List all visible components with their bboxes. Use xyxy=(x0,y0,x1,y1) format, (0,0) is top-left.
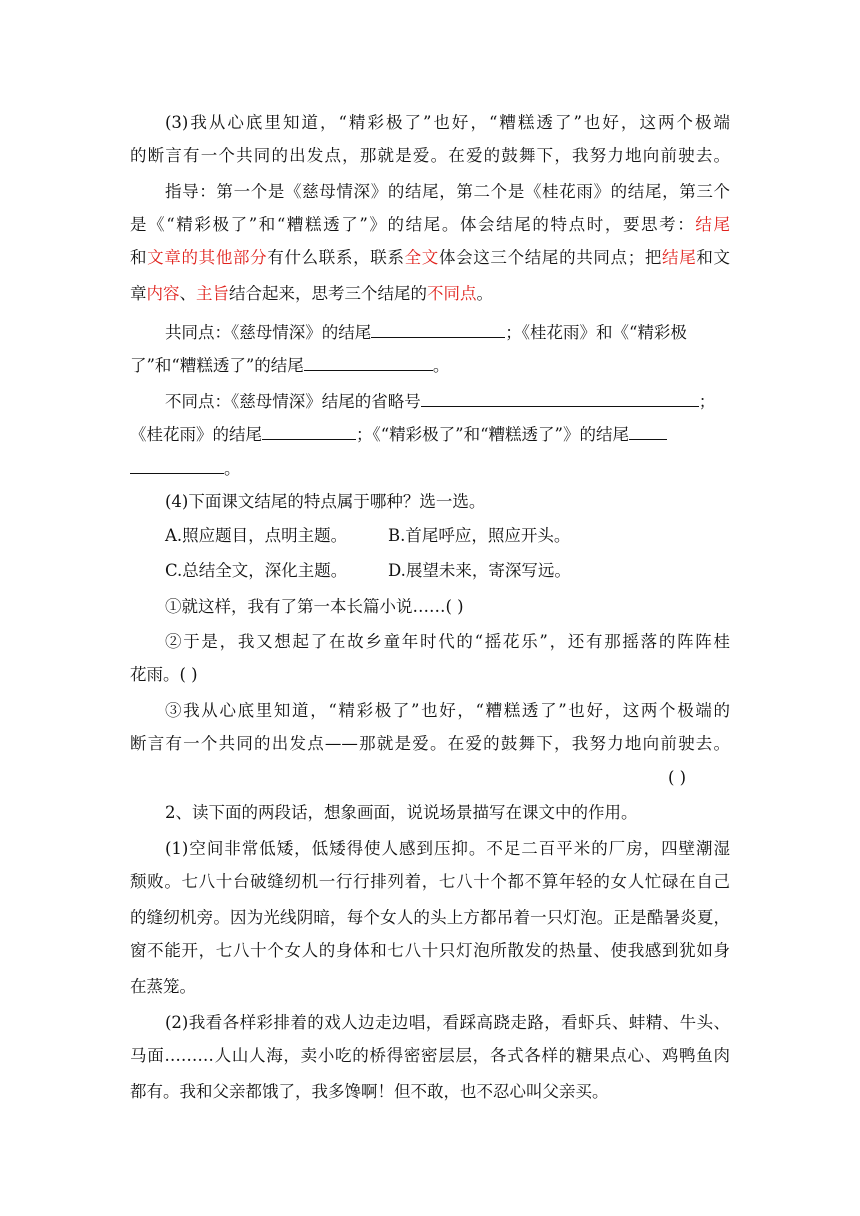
item1: ①就这样，我有了第一本长篇小说……( ) xyxy=(165,597,464,616)
q2-p2-line1: (2)我看各样彩排着的戏人边走边唱，看踩高跷走路，看虾兵、蚌精、牛头、 xyxy=(165,1013,730,1032)
q2-p1-line4: 窗不能开，七八十个女人的身体和七八十只灯泡所散发的热量、使我感到犹如身 xyxy=(130,941,730,960)
item3-line1: ③我从心底里知道，“精彩极了”也好，“糟糕透了”也好，这两个极端的 xyxy=(165,701,730,720)
answer-blank[interactable] xyxy=(629,421,667,440)
q2-title: 2、读下面的两段话，想象画面，说说场景描写在课文中的作用。 xyxy=(165,803,638,822)
guide-line4: 章内容、主旨结合起来，思考三个结尾的不同点。 xyxy=(130,284,493,303)
q2-p2-line2: 马面………人山人海，卖小吃的桥得密密层层，各式各样的糖果点心、鸡鸭鱼肉 xyxy=(130,1046,730,1065)
answer-blank[interactable] xyxy=(304,352,433,371)
para3-line1: (3)我从心底里知道，“精彩极了”也好，“糟糕透了”也好，这两个极端 xyxy=(165,113,730,132)
item2-line1: ②于是，我又想起了在故乡童年时代的“摇花乐”，还有那摇落的阵阵桂 xyxy=(165,632,730,651)
item2-line2: 花雨。( ) xyxy=(130,665,198,684)
q4-title: (4)下面课文结尾的特点属于哪种？选一选。 xyxy=(165,492,486,511)
common-line1: 共同点：《慈母情深》的结尾 ；《桂花雨》和《“精彩极 xyxy=(165,319,730,344)
item3-line2: 断言有一个共同的出发点——那就是爱。在爱的鼓舞下，我努力地向前驶去。 xyxy=(130,734,730,753)
q2-p1-line5: 在蒸笼。 xyxy=(130,977,196,996)
option-b: B.首尾呼应，照应开头。 xyxy=(388,526,571,545)
q2-p1-line2: 颓败。七八十台破缝纫机一行行排列着，七八十个都不算年轻的女人忙碌在自己 xyxy=(130,872,730,891)
option-c: C.总结全文，深化主题。 xyxy=(165,561,348,580)
answer-blank[interactable] xyxy=(262,421,356,440)
answer-blank[interactable] xyxy=(130,455,224,474)
q2-p1-line1: (1)空间非常低矮，低矮得使人感到压抑。不足二百平米的厂房，四壁潮湿 xyxy=(165,839,730,858)
diff-line2: 《桂花雨》的结尾 ；《“精彩极了”和“糟糕透了”》的结尾 xyxy=(130,421,730,446)
para3-line2: 的断言有一个共同的出发点，那就是爱。在爱的鼓舞下，我努力地向前驶去。 xyxy=(130,146,730,165)
common-line2: 了”和“糟糕透了”的结尾 。 xyxy=(130,352,730,377)
option-a: A.照应题目，点明主题。 xyxy=(165,526,348,545)
option-d: D.展望未来，寄深写远。 xyxy=(388,561,571,580)
guide-line3: 和文章的其他部分有什么联系，联系全文体会这三个结尾的共同点；把结尾和文 xyxy=(130,248,731,267)
q2-p1-line3: 的缝纫机旁。因为光线阴暗，每个女人的头上方都吊着一只灯泡。正是酷暑炎夏， xyxy=(130,908,730,927)
item3-answer-paren: ( ) xyxy=(668,768,687,787)
guide-line2: 是《“精彩极了”和“糟糕透了”》的结尾。体会结尾的特点时，要思考：结尾 xyxy=(130,215,731,234)
q2-p2-line3: 都有。我和父亲都饿了，我多馋啊！但不敢，也不忍心叫父亲买。 xyxy=(130,1082,609,1101)
diff-line3: 。 xyxy=(130,455,730,480)
diff-line1: 不同点：《慈母情深》结尾的省略号 ； xyxy=(165,388,730,413)
answer-blank[interactable] xyxy=(371,319,505,338)
guide-line1: 指导：第一个是《慈母情深》的结尾，第二个是《桂花雨》的结尾，第三个 xyxy=(165,182,730,201)
answer-blank[interactable] xyxy=(421,388,699,407)
